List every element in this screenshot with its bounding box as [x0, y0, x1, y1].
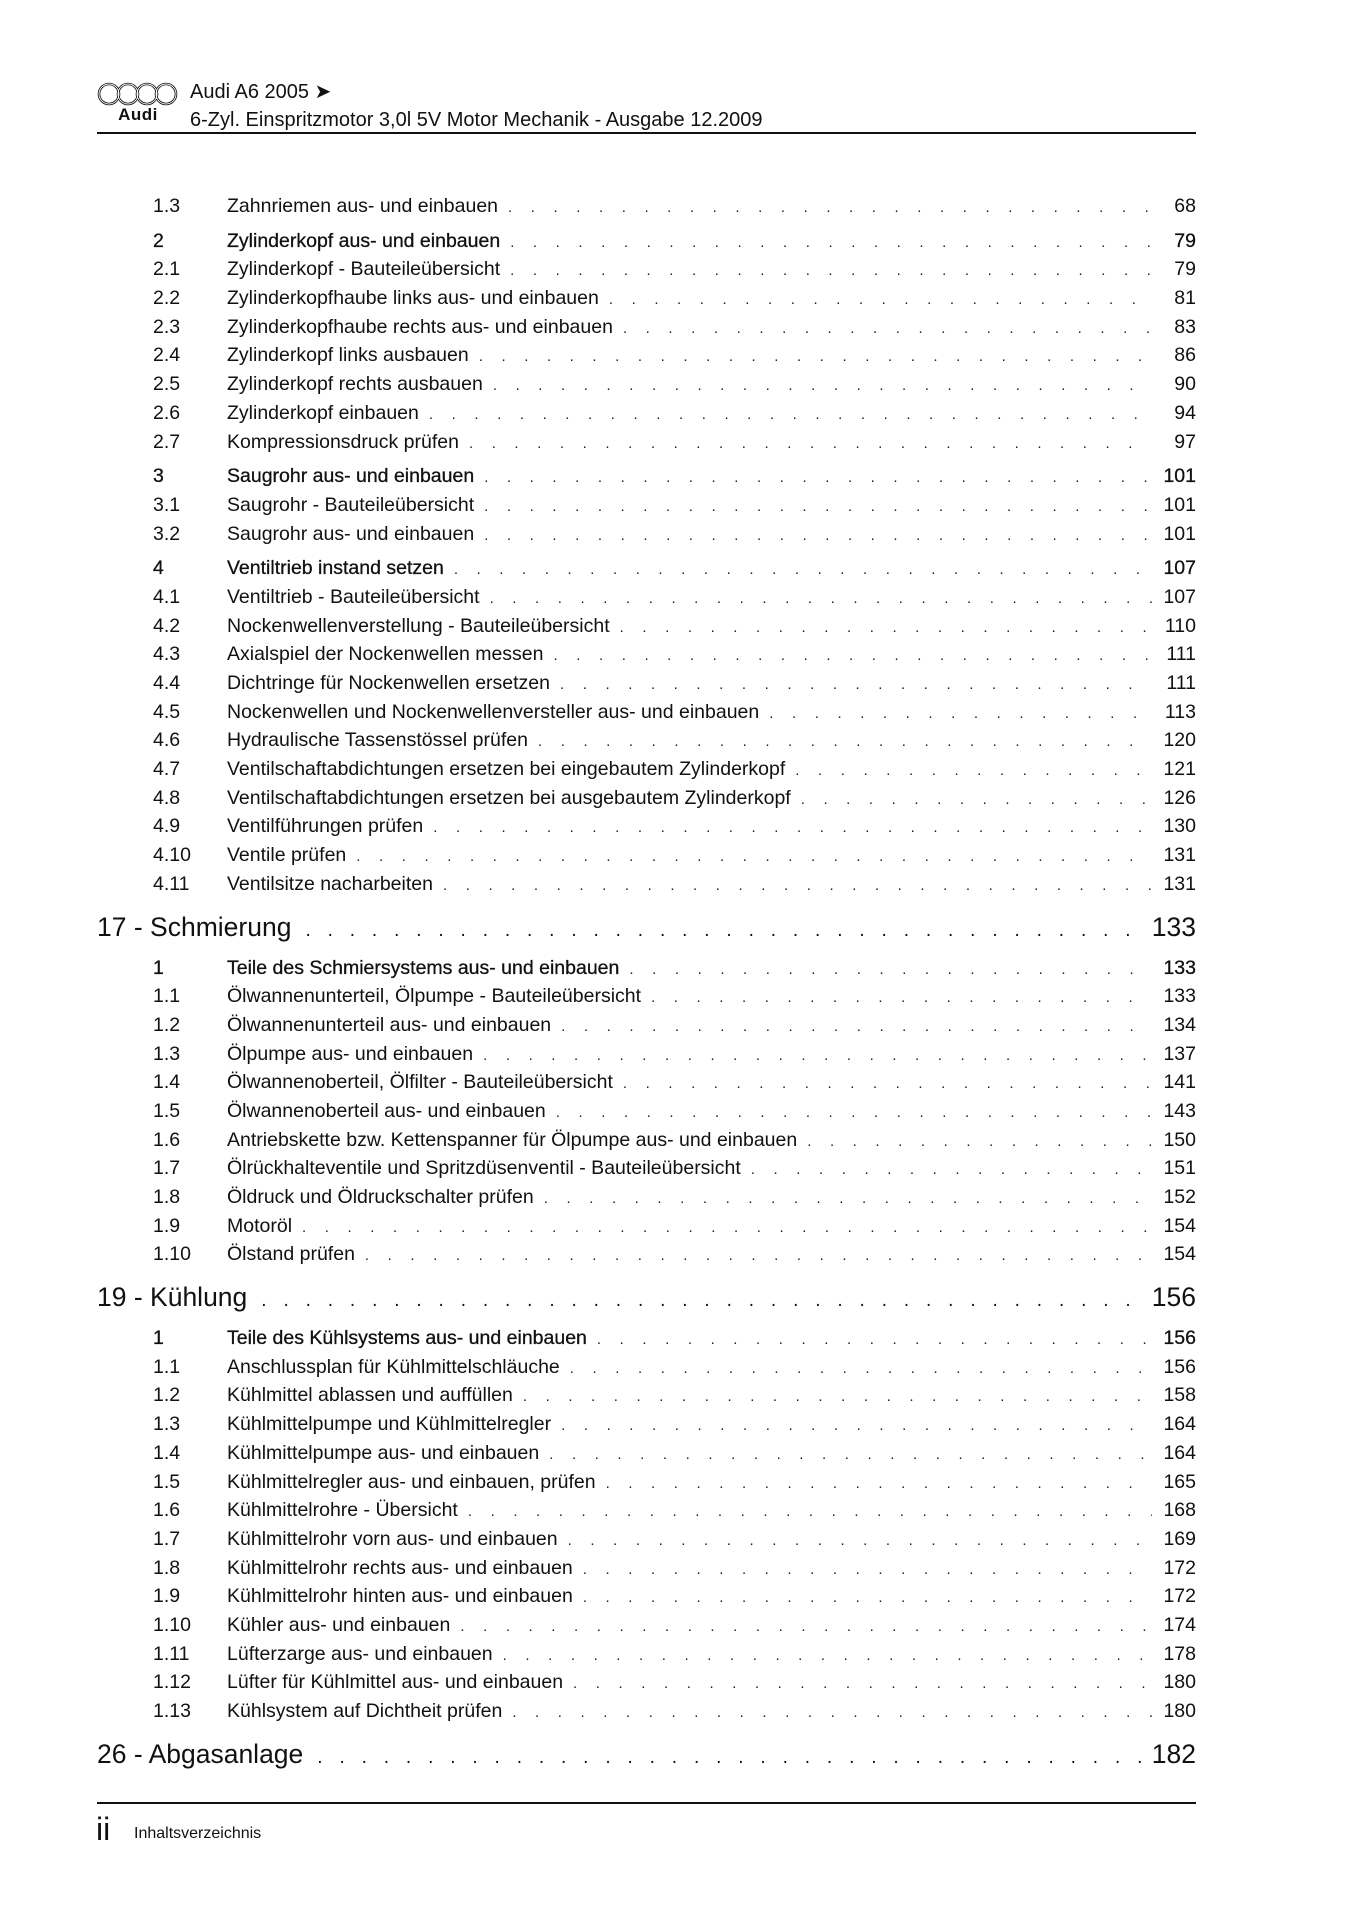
toc-entry-number: 1.7 [153, 1527, 181, 1550]
toc-section-entry[interactable] [97, 227, 1196, 256]
dot-leader [544, 1185, 1152, 1214]
toc-entry-number: 1.8 [153, 1186, 181, 1208]
toc-entry-title[interactable]: Lüfter für Kühlmittel aus- und einbauen [227, 1671, 564, 1694]
toc-entry-page[interactable]: 121 [1163, 758, 1196, 781]
dot-leader [549, 1441, 1152, 1470]
toc-entry-number: 1.13 [153, 1700, 191, 1722]
toc-entry-page[interactable]: 180 [1163, 1700, 1196, 1722]
toc-entry-page[interactable]: 110 [1164, 614, 1196, 637]
dot-leader [508, 194, 1152, 223]
toc-entry-page[interactable]: 154 [1163, 1243, 1196, 1266]
toc-entry[interactable] [97, 755, 1196, 784]
toc-entry-title[interactable]: Kühlmittelregler aus- und einbauen, prüfen [227, 1470, 596, 1493]
toc-entry-title[interactable]: Axialspiel der Nockenwellen messen [227, 643, 544, 666]
dot-leader [795, 757, 1152, 786]
dot-leader [460, 1613, 1152, 1642]
audi-logo [97, 82, 179, 126]
toc-entry-page[interactable]: 131 [1163, 872, 1196, 895]
toc-section-entry[interactable] [97, 954, 1196, 983]
section-label: Inhaltsverzeichnis [134, 1825, 262, 1842]
toc-entry[interactable] [97, 1611, 1196, 1640]
dot-leader [510, 257, 1152, 286]
toc-entry-title[interactable]: Kühlmittelrohre - Übersicht [227, 1499, 458, 1522]
toc-entry-page[interactable]: 130 [1163, 815, 1196, 838]
toc-entry-title[interactable]: Anschlussplan für Kühlmittelschläuche [227, 1355, 560, 1378]
audi-four-rings-icon [97, 82, 179, 106]
dot-leader [484, 493, 1152, 522]
toc-entry-page[interactable]: 143 [1163, 1099, 1196, 1122]
toc-entry-title[interactable]: Ventiltrieb instand setzen [227, 557, 444, 580]
toc-entry-number: 4.1 [153, 585, 181, 608]
toc-entry-title[interactable]: Hydraulische Tassenstössel prüfen [227, 729, 528, 752]
toc-entry[interactable] [97, 1240, 1196, 1269]
dot-leader [261, 1280, 1142, 1322]
toc-entry-title[interactable]: Zylinderkopf einbauen [227, 401, 419, 424]
toc-entry[interactable] [97, 841, 1196, 870]
toc-entry-number: 1.2 [153, 1384, 181, 1407]
toc-entry-number: 4 [153, 557, 164, 580]
toc-entry-page[interactable]: 165 [1163, 1470, 1196, 1493]
toc-entry-title[interactable]: Ventilschaftabdichtungen ersetzen bei ausgebautem Zylinderkopf [227, 786, 791, 809]
dot-leader [302, 1214, 1152, 1243]
toc-entry-title[interactable]: Nockenwellenverstellung - Bauteileübersicht [227, 614, 610, 637]
dot-leader [606, 1470, 1152, 1499]
toc-entry[interactable] [97, 1183, 1196, 1212]
toc-entry-page[interactable]: 133 [1151, 911, 1196, 942]
toc-entry[interactable] [97, 1582, 1196, 1611]
toc-entry-page[interactable]: 97 [1174, 430, 1196, 453]
toc-entry-page[interactable]: 81 [1174, 287, 1196, 310]
document-model-title: Audi A6 2005 ➤ [190, 81, 332, 103]
toc-entry[interactable] [97, 1212, 1196, 1241]
toc-entry-number: 1.1 [153, 1355, 181, 1378]
toc-entry-number: 1.12 [153, 1671, 191, 1694]
dot-leader [305, 910, 1142, 952]
dot-leader [573, 1670, 1152, 1699]
toc-entry-page[interactable]: 90 [1174, 373, 1196, 396]
toc-entry-number: 1.5 [153, 1470, 181, 1493]
toc-entry-number: 3.2 [153, 522, 181, 545]
dot-leader [560, 671, 1152, 700]
toc-entry-title[interactable]: Kompressionsdruck prüfen [227, 430, 459, 453]
toc-entry-number: 1.3 [153, 195, 181, 217]
toc-entry-page[interactable]: 133 [1163, 985, 1196, 1008]
toc-entry[interactable] [97, 1040, 1196, 1069]
toc-entry[interactable] [97, 1496, 1196, 1525]
toc-entry-page[interactable]: 68 [1174, 195, 1196, 217]
dot-leader [510, 229, 1152, 258]
toc-entry-title[interactable]: Ventilschaftabdichtungen ersetzen bei eingebautem Zylinderkopf [227, 758, 786, 781]
toc-entry-number: 4.2 [153, 614, 181, 637]
dot-leader [468, 1498, 1152, 1527]
toc-entry[interactable] [97, 1097, 1196, 1126]
toc-entry-number: 4.5 [153, 700, 181, 723]
toc-entry-page[interactable]: 168 [1163, 1499, 1196, 1522]
dot-leader [561, 1013, 1152, 1042]
toc-entry-page[interactable]: 107 [1163, 585, 1196, 608]
dot-leader [554, 642, 1153, 671]
toc-entry[interactable] [97, 669, 1196, 698]
toc-entry-page[interactable]: 83 [1174, 315, 1196, 338]
dot-leader [807, 1128, 1152, 1157]
toc-entry-title[interactable]: Antriebskette bzw. Kettenspanner für Ölpumpe aus- und einbauen [227, 1128, 798, 1151]
toc-entry[interactable] [97, 1410, 1196, 1439]
toc-entry-title[interactable]: 17 - Schmierung [97, 911, 292, 942]
toc-entry-number: 2.1 [153, 258, 181, 281]
toc-entry-title[interactable]: Ventilsitze nacharbeiten [227, 872, 433, 895]
toc-entry[interactable] [97, 1353, 1196, 1382]
toc-entry[interactable] [97, 192, 1196, 221]
toc-entry-title[interactable]: Zylinderkopfhaube rechts aus- und einbauen [227, 315, 613, 338]
dot-leader [556, 1099, 1152, 1128]
dot-leader [484, 522, 1152, 551]
toc-entry-number: 4.4 [153, 672, 181, 694]
toc-entry[interactable] [97, 491, 1196, 520]
toc-entry-number: 1.6 [153, 1128, 181, 1151]
toc-entry[interactable] [97, 698, 1196, 727]
toc-entry[interactable] [97, 313, 1196, 342]
toc-entry-page[interactable]: 101 [1163, 522, 1196, 545]
dot-leader [623, 315, 1152, 344]
toc-entry-page[interactable]: 178 [1163, 1642, 1196, 1665]
toc-entry-title[interactable]: Saugrohr - Bauteileübersicht [227, 493, 475, 516]
toc-entry-number: 1.7 [153, 1157, 181, 1180]
toc-entry-number: 2.2 [153, 287, 181, 310]
toc-entry-page[interactable]: 158 [1163, 1384, 1196, 1407]
toc-section-entry[interactable] [97, 1324, 1196, 1353]
toc-section-entry[interactable] [97, 462, 1196, 491]
toc-entry[interactable] [97, 784, 1196, 813]
toc-entry-number: 4.7 [153, 758, 181, 781]
toc-entry-title[interactable]: Ölwannenoberteil, Ölfilter - Bauteileübersicht [227, 1071, 613, 1094]
toc-entry-title[interactable]: Zylinderkopf rechts ausbauen [227, 373, 483, 396]
toc-entry-number: 4.6 [153, 729, 181, 752]
dot-leader [651, 984, 1152, 1013]
dot-leader [609, 286, 1152, 315]
dot-leader [365, 1242, 1152, 1271]
table-of-contents [97, 192, 1196, 1775]
toc-entry-number: 4.8 [153, 786, 181, 809]
toc-entry[interactable] [97, 370, 1196, 399]
toc-entry-page[interactable]: 111 [1166, 643, 1196, 666]
toc-entry-page[interactable]: 101 [1163, 465, 1196, 488]
toc-entry-page[interactable]: 133 [1163, 956, 1196, 979]
toc-entry-number: 4.3 [153, 643, 181, 666]
toc-entry-title[interactable]: Dichtringe für Nockenwellen ersetzen [227, 672, 550, 694]
dot-leader [503, 1642, 1152, 1671]
document-subtitle: 6-Zyl. Einspritzmotor 3,0l 5V Motor Mechanik - Ausgabe 12.2009 [190, 109, 763, 131]
toc-entry[interactable] [97, 640, 1196, 669]
toc-entry[interactable] [97, 341, 1196, 370]
toc-entry-page[interactable]: 111 [1166, 672, 1196, 694]
toc-entry-page[interactable]: 172 [1163, 1556, 1196, 1579]
toc-entry-number: 1.4 [153, 1071, 181, 1094]
dot-leader [443, 872, 1152, 901]
toc-entry-page[interactable]: 156 [1163, 1327, 1196, 1350]
toc-entry-number: 3 [153, 465, 164, 488]
toc-entry-number: 1.6 [153, 1499, 181, 1522]
toc-entry-page[interactable]: 113 [1164, 700, 1196, 723]
toc-entry-page[interactable]: 154 [1163, 1214, 1196, 1237]
toc-entry[interactable] [97, 1154, 1196, 1183]
toc-entry-title[interactable]: Ölwannenunterteil aus- und einbauen [227, 1013, 552, 1036]
dot-leader [583, 1584, 1152, 1613]
dot-leader [484, 464, 1152, 493]
toc-entry[interactable] [97, 870, 1196, 899]
audi-wordmark: Audi [118, 105, 158, 124]
toc-entry-title[interactable]: 26 - Abgasanlage [97, 1738, 304, 1769]
toc-entry-page[interactable]: 150 [1163, 1128, 1196, 1151]
toc-entry[interactable] [97, 520, 1196, 549]
toc-entry-title[interactable]: Nockenwellen und Nockenwellenversteller aus- und einbauen [227, 700, 760, 723]
toc-entry-page[interactable]: 182 [1151, 1738, 1196, 1769]
toc-entry-number: 2.5 [153, 373, 181, 396]
toc-entry-number: 1.11 [153, 1642, 190, 1665]
toc-entry[interactable] [97, 1525, 1196, 1554]
toc-entry[interactable] [97, 1126, 1196, 1155]
toc-entry[interactable] [97, 612, 1196, 641]
toc-entry-number: 1.9 [153, 1214, 181, 1237]
toc-entry[interactable] [97, 1554, 1196, 1583]
dot-leader [523, 1383, 1152, 1412]
toc-entry[interactable] [97, 583, 1196, 612]
toc-entry-number: 2 [153, 229, 164, 252]
toc-entry-title[interactable]: Ölstand prüfen [227, 1243, 355, 1266]
toc-entry-title[interactable]: Kühler aus- und einbauen [227, 1613, 451, 1636]
toc-entry[interactable] [97, 1068, 1196, 1097]
toc-entry-number: 1 [153, 1327, 164, 1350]
toc-entry-number: 4.11 [153, 872, 190, 895]
dot-leader [620, 614, 1152, 643]
page-number: ii [96, 1811, 111, 1847]
dot-leader [801, 786, 1152, 815]
toc-entry-title[interactable]: Saugrohr aus- und einbauen [227, 522, 475, 545]
toc-entry-number: 1.10 [153, 1613, 191, 1636]
toc-entry-title[interactable]: Ventile prüfen [227, 844, 347, 867]
toc-entry-title[interactable]: Öldruck und Öldruckschalter prüfen [227, 1186, 534, 1208]
toc-entry-number: 1.10 [153, 1243, 191, 1266]
toc-entry-title[interactable]: Ölwannenoberteil aus- und einbauen [227, 1099, 546, 1122]
toc-entry-title[interactable]: Kühlmittelrohr hinten aus- und einbauen [227, 1585, 573, 1608]
toc-entry[interactable] [97, 1468, 1196, 1497]
dot-leader [356, 843, 1152, 872]
toc-entry-title[interactable]: Kühlmittelpumpe aus- und einbauen [227, 1441, 540, 1464]
dot-leader [561, 1412, 1152, 1441]
header-divider [97, 132, 1196, 134]
toc-entry-number: 4.9 [153, 815, 181, 838]
toc-entry-page[interactable]: 152 [1163, 1186, 1196, 1208]
dot-leader [538, 728, 1152, 757]
footer-divider [97, 1802, 1196, 1804]
toc-entry[interactable] [97, 1381, 1196, 1410]
toc-entry-number: 2.3 [153, 315, 181, 338]
toc-entry-title[interactable]: Zylinderkopf - Bauteileübersicht [227, 258, 501, 281]
dot-leader [479, 343, 1152, 372]
toc-entry-title[interactable]: Kühlmittelrohr rechts aus- und einbauen [227, 1556, 573, 1579]
toc-entry-title[interactable]: Kühlmittelpumpe und Kühlmittelregler [227, 1413, 552, 1436]
toc-entry-page[interactable]: 126 [1163, 786, 1196, 809]
toc-entry-page[interactable]: 79 [1174, 229, 1196, 252]
dot-leader [454, 556, 1152, 585]
toc-entry-number: 4.10 [153, 844, 191, 867]
dot-leader [568, 1527, 1152, 1556]
toc-chapter-entry[interactable] [97, 1733, 1196, 1775]
toc-entry-number: 1.3 [153, 1042, 181, 1065]
toc-entry[interactable] [97, 284, 1196, 313]
toc-entry-title[interactable]: Teile des Kühlsystems aus- und einbauen [227, 1327, 587, 1350]
toc-entry-number: 1.1 [153, 985, 181, 1008]
toc-entry-title[interactable]: Zylinderkopf links ausbauen [227, 344, 469, 367]
dot-leader [597, 1326, 1152, 1355]
toc-entry[interactable] [97, 1011, 1196, 1040]
dot-leader [769, 700, 1152, 729]
toc-entry-title[interactable]: Teile des Schmiersystems aus- und einbauen [227, 956, 620, 979]
toc-entry-page[interactable]: 134 [1163, 1013, 1196, 1036]
toc-entry-page[interactable]: 94 [1174, 401, 1196, 424]
toc-entry-page[interactable]: 101 [1163, 493, 1196, 516]
toc-entry-page[interactable]: 86 [1174, 344, 1196, 367]
toc-entry-title[interactable]: Kühlmittelrohr vorn aus- und einbauen [227, 1527, 558, 1550]
toc-entry-title[interactable]: Kühlmittel ablassen und auffüllen [227, 1384, 513, 1407]
dot-leader [512, 1699, 1152, 1728]
toc-entry-title[interactable]: Lüfterzarge aus- und einbauen [227, 1642, 493, 1665]
dot-leader [429, 401, 1152, 430]
toc-entry-page[interactable]: 172 [1163, 1585, 1196, 1608]
toc-entry-title[interactable]: 19 - Kühlung [97, 1282, 248, 1313]
toc-entry-page[interactable]: 137 [1163, 1042, 1196, 1065]
toc-entry[interactable] [97, 1697, 1196, 1726]
toc-entry-page[interactable]: 180 [1163, 1671, 1196, 1694]
toc-entry[interactable] [97, 812, 1196, 841]
toc-entry-page[interactable]: 79 [1174, 258, 1196, 281]
toc-entry[interactable] [97, 255, 1196, 284]
toc-entry[interactable] [97, 726, 1196, 755]
toc-entry-number: 1.3 [153, 1413, 181, 1436]
toc-entry-title[interactable]: Zahnriemen aus- und einbauen [227, 195, 499, 217]
dot-leader [490, 585, 1152, 614]
toc-entry-number: 1 [153, 956, 164, 979]
toc-entry-title[interactable]: Ölwannenunterteil, Ölpumpe - Bauteileübersicht [227, 985, 642, 1008]
dot-leader [629, 956, 1152, 985]
toc-entry-title[interactable]: Saugrohr aus- und einbauen [227, 465, 475, 488]
dot-leader [583, 1556, 1152, 1585]
toc-entry[interactable] [97, 399, 1196, 428]
toc-entry-page[interactable]: 174 [1163, 1613, 1196, 1636]
dot-leader [493, 372, 1152, 401]
dot-leader [317, 1737, 1142, 1779]
toc-entry-number: 1.2 [153, 1013, 181, 1036]
dot-leader [469, 430, 1152, 459]
toc-entry[interactable] [97, 1439, 1196, 1468]
toc-entry-page[interactable]: 120 [1163, 729, 1196, 752]
toc-chapter-entry[interactable] [97, 906, 1196, 948]
toc-entry-title[interactable]: Motoröl [227, 1214, 293, 1237]
toc-entry-page[interactable]: 131 [1163, 844, 1196, 867]
toc-entry-number: 2.7 [153, 430, 181, 453]
toc-entry-number: 1.8 [153, 1556, 181, 1579]
toc-entry-number: 1.4 [153, 1441, 181, 1464]
toc-entry[interactable] [97, 1640, 1196, 1669]
dot-leader [570, 1355, 1152, 1384]
toc-entry-title[interactable]: Zylinderkopfhaube links aus- und einbauen [227, 287, 599, 310]
toc-entry-title[interactable]: Ventilführungen prüfen [227, 815, 424, 838]
toc-entry-title[interactable]: Ölpumpe aus- und einbauen [227, 1042, 474, 1065]
toc-entry-title[interactable]: Ventiltrieb - Bauteileübersicht [227, 585, 480, 608]
toc-chapter-entry[interactable] [97, 1276, 1196, 1318]
toc-entry-number: 2.4 [153, 344, 181, 367]
toc-entry[interactable] [97, 982, 1196, 1011]
toc-entry-title[interactable]: Zylinderkopf aus- und einbauen [227, 229, 501, 252]
dot-leader [483, 1042, 1152, 1071]
toc-entry-page[interactable]: 156 [1151, 1282, 1196, 1313]
toc-section-entry[interactable] [97, 554, 1196, 583]
toc-entry-number: 1.9 [153, 1585, 181, 1608]
toc-entry-page[interactable]: 151 [1163, 1157, 1196, 1180]
dot-leader [751, 1156, 1152, 1185]
toc-entry-page[interactable]: 164 [1163, 1441, 1196, 1464]
toc-entry-title[interactable]: Ölrückhalteventile und Spritzdüsenventil - Bauteileübersicht [227, 1157, 741, 1180]
dot-leader [623, 1070, 1152, 1099]
toc-entry-page[interactable]: 156 [1163, 1355, 1196, 1378]
toc-entry-page[interactable]: 141 [1163, 1071, 1196, 1094]
toc-entry-page[interactable]: 107 [1163, 557, 1196, 580]
toc-entry[interactable] [97, 1668, 1196, 1697]
toc-entry[interactable] [97, 428, 1196, 457]
toc-entry-number: 2.6 [153, 401, 181, 424]
dot-leader [433, 814, 1152, 843]
toc-entry-number: 1.5 [153, 1099, 181, 1122]
toc-entry-page[interactable]: 169 [1163, 1527, 1196, 1550]
toc-entry-number: 3.1 [153, 493, 181, 516]
toc-entry-title[interactable]: Kühlsystem auf Dichtheit prüfen [227, 1700, 503, 1722]
toc-entry-page[interactable]: 164 [1163, 1413, 1196, 1436]
